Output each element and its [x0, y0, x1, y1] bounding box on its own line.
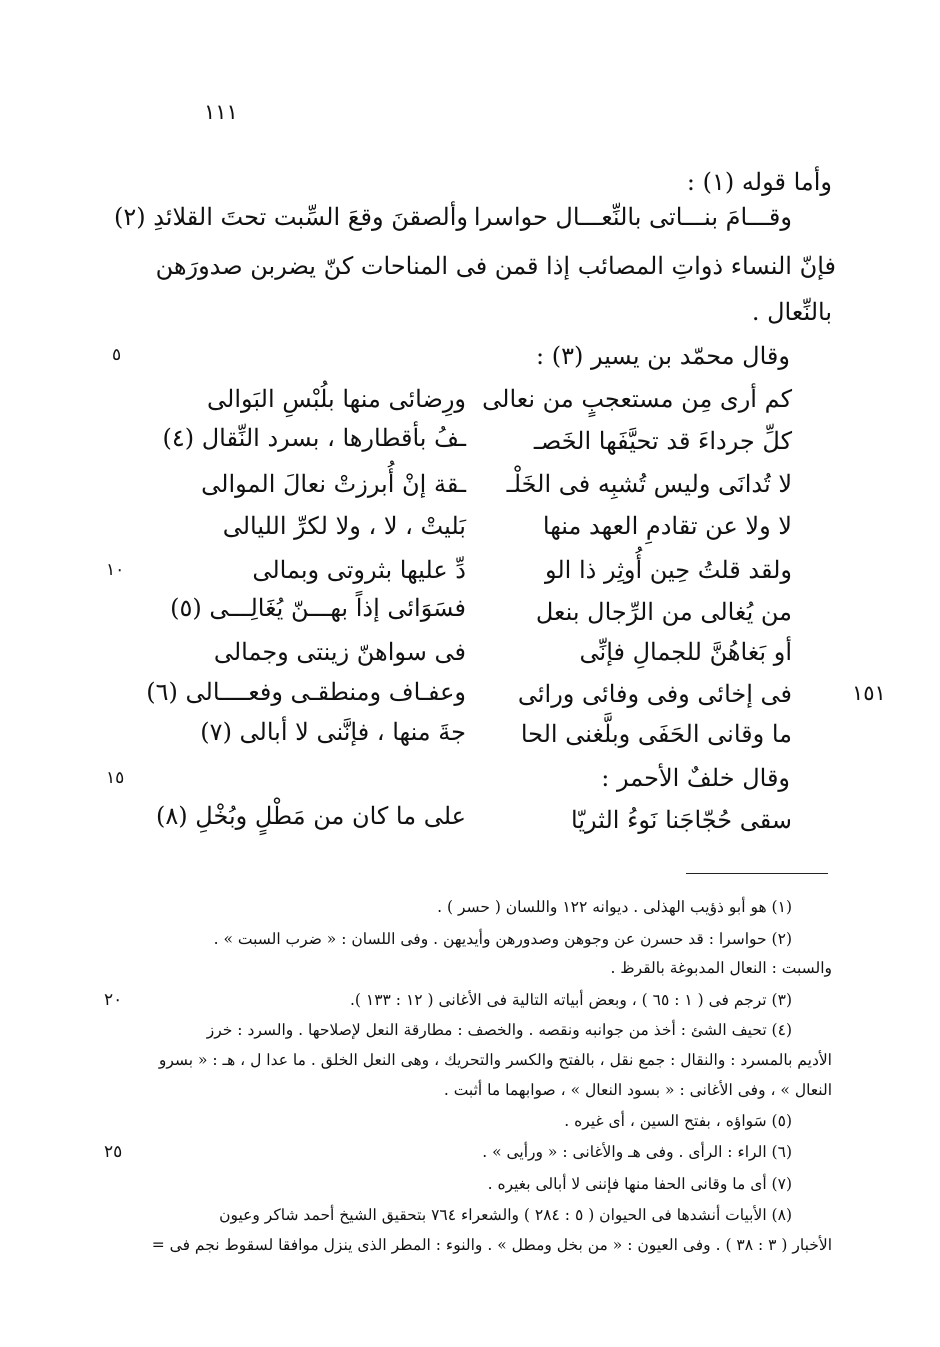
footnote-continuation: الأديم بالمسرد : والنقال : جمع نقل ، بالفتح والكسر والتحريك ، وهى النعل الخلق . ما عدا ل ، هـ : « بسرو: [158, 1051, 832, 1069]
verse-left: بَليتْ ، لا ، ولا لكرِّ الليالى: [222, 512, 466, 540]
prose-paragraph-end: بالنِّعال .: [751, 298, 832, 326]
verse-left: ـقة إنْ أُبرزتْ نعالَ الموالى: [201, 470, 466, 498]
verse-3-left: على ما كان من مَطْلٍ وبُخْلِ (٨): [156, 802, 466, 830]
verse-left: فسَوَائى إذاً بهـــنّ يُغَالِـــى (٥): [170, 594, 466, 622]
footnote: (٨) الأبيات أنشدها فى الحيوان ( ٥ : ٢٨٤ ) والشعراء ٧٦٤ بتحقيق الشيخ أحمد شاكر وعيون: [219, 1206, 792, 1224]
verse-left: فى سواهنّ زينتى وجمالى: [213, 638, 466, 666]
verse-right: ولقد قلتُ حِين أُوثِر ذا الو: [544, 556, 792, 584]
intro-line-2: وقال محمّد بن يسير (٣) :: [535, 342, 790, 370]
footnote: (٥) سَواؤه ، بفتح السين ، أى غيره .: [564, 1112, 792, 1130]
footnote: (٦) الراء : الرأى . وفى هـ والأغانى : « ورأيى » .: [482, 1143, 792, 1161]
verse-right: ما وقانى الحَفَى وبلَّغنى الحا: [520, 720, 792, 748]
intro-line-3: وقال خلفٌ الأحمر :: [601, 764, 790, 792]
footnote: (٤) تحيف الشئ : أخذ من جوانبه ونقصه . والخصف : مطارقة النعل لإصلاحها . والسرد : خرز: [206, 1021, 792, 1039]
margin-number: ١٠: [106, 560, 125, 580]
verse-left: وعفـاف ومنطقـى وفعــــالى (٦): [146, 678, 466, 706]
footnote: (٢) حواسرا : قد حسرن عن وجوهن وصدورهن وأيديهن . وفى اللسان : « ضرب السبت » .: [213, 930, 792, 948]
footnote: (١) هو أبو ذؤيب الهذلى . ديوانه ١٢٢ واللسان ( حسر ) .: [437, 898, 792, 916]
footnote: (٣) ترجم فى ( ١ : ٦٥ ) ، وبعض أبياته التالية فى الأغانى ( ١٢ : ١٣٣ ).: [349, 991, 792, 1009]
prose-paragraph: فإنّ النساء ذواتِ المصائب إذا قمن فى المناحات كنّ يضربن صدورَهن: [155, 252, 836, 280]
verse-right: لا ولا عن تقادمِ العهد منها: [542, 512, 792, 540]
verse-1-right: وقـــامَ بنـــاتى بالنِّعـــال حواسرا: [473, 203, 792, 231]
verse-right: من يُغالى من الرِّجال بنعل: [535, 598, 792, 626]
verse-left: دِّ عليها بثروتى وبمالى: [252, 556, 466, 584]
footnote-continuation: الأخبار ( ٣ : ٣٨ ) . وفى العيون : « من بخل ومطل » . والنوء : المطر الذى ينزل موافقا لسقوط نجم فى =: [151, 1236, 832, 1254]
footnote-continuation: النعال » ، وفى الأغانى : « بسود النعال » ، صوابهما ما أثبت .: [443, 1081, 832, 1099]
margin-number: ٥: [112, 345, 122, 365]
verse-left: جةَ منها ، فإنَّنى لا أبالى (٧): [200, 718, 466, 746]
margin-number: ٢٠: [104, 990, 123, 1010]
intro-line: وأما قوله (١) :: [686, 168, 832, 196]
verse-right: كم أرى مِن مستعجبٍ من نعالى: [482, 385, 792, 413]
verse-right: لا تُدانَى وليس تُشبِه فى الخَلْـ: [506, 470, 792, 498]
footnote-continuation: والسبت : النعال المدبوغة بالقرظ .: [610, 959, 832, 977]
verse-right: فى إخائى وفى وفائى ورائى: [517, 680, 792, 708]
side-page-number: ١٥١: [852, 681, 886, 705]
margin-number: ١٥: [106, 768, 125, 788]
verse-right: أو بَغاهُنَّ للجمالِ فإنِّى: [579, 638, 792, 666]
verse-left: ورِضائى منها بلُبْسِ البَوالى: [207, 385, 466, 413]
verse-3-right: سقى حُجّاجَنا نَوءُ الثريّا: [571, 806, 792, 834]
page-number: ١١١: [204, 100, 238, 124]
margin-number: ٢٥: [104, 1142, 123, 1162]
footnote: (٧) أى ما وقانى الحفا منها فإننى لا أبالى بغيره .: [487, 1175, 792, 1193]
verse-1-left: وألصقنَ وقعَ السِّبت تحتَ القلائدِ (٢): [113, 203, 468, 231]
verse-right: كلِّ جرداءَ قد تحيَّفَها الخَصـ: [533, 427, 792, 455]
verse-left: ـفُ بأقطارها ، بسرد النِّقال (٤): [162, 424, 466, 452]
footnote-separator: [686, 873, 828, 874]
